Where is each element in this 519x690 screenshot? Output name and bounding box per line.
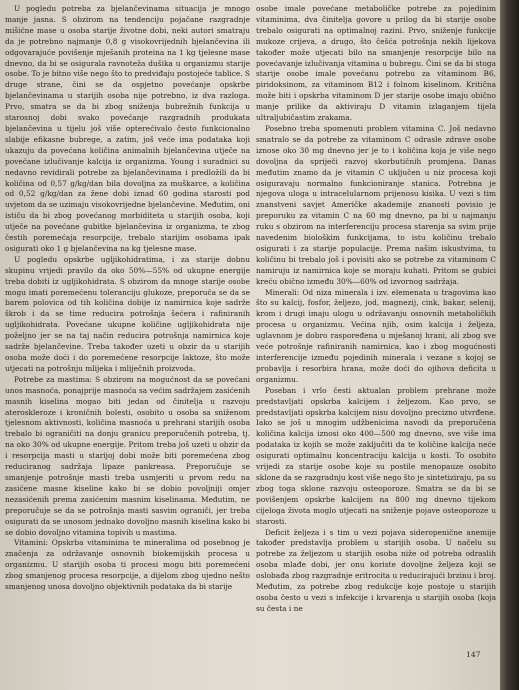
paragraph-vitamins-continued: osobe imale povećane metaboličke potrebe za pojedinim vitaminima, dva činitelja govore u prilog da bi starije osobe trebalo osigurati na optimalnoj razini. Prvo, sniženje funkcije mukoze crijeva, a drugo, što češća potrošnja nekih lijekova također može utjecati bilo na smanjenje resorpcije bilo na povećavanje izlučivanja vitamina u bubregu. Čini se da bi stoga starije osobe imale povećanu potrebu za vitaminom B6, piridoksinom, za vitaminom B12 i folnom kiselinom. Kritična može biti i opskrba vitaminom D jer starije osobe imaju obično manje prilike da aktiviraju D vitamin izlaganjem tijela ultraljubičastim zrakama. (256, 4, 496, 123)
paragraph-fats: Potrebe za mastima: S obzirom na mogućnost da se povećani unos masnoća, ponajprije masnoća sa većim sadržajem zasićenih masnih kiselina mogao biti jedan od činitelja u razvoju ateroskleroze i kroničnih bolesti, osobito u osoba sa sniženom tjelesnom aktivnosti, količina masnoća u prehrani starijih osoba trebalo bi ograničiti na donju granicu preporučenih potreba, tj. na oko 30% od ukupne energije. Pritom treba još uzeti u obzir da i resorpcija masti u starijoj dobi može biti poremećena zbog reduciranog sadržaja lipaze pankreasa. Preporučuje se smanjenje potrošnje masti treba usmjeriti u prvom redu na zasićene masne kiseline kako bi se dobio povoljniji omjer nezasićenih prema zasićenim masnim kiselinama. Međutim, ne preporučuje se da se potrošnja masti sasvim ograniči, jer treba osigurati da se unosom jednako dovoljno masnih kiselina kako bi se dobio dovoljno vitamina topivih u mastima. (5, 374, 250, 537)
paragraph-vitamin-c: Posebno treba spomenuti problem vitamina C. Još nedavno smatralo se da potrebe za vitaminom C odrasle zdrave osobe iznose oko 30 mg dnevno jer je to i količina koja je više nego dovoljna da spriječi razvoj skorbutičnih promjena. Danas međutim znamo da je vitamin C uključen u niz procesa koji osiguravaju normalno funkcioniranje stanica. Potrebna je njegova uloga u intracelularnom prijenosu kisika. U vezi s tim znanstveni savjet Američke akademije znanosti povisio je preporuku za vitamin C na 60 mg dnevno, pa bi u najmanju ruku s obzirom na interferenciju procesa starenja sa svim prije navedenim biološkim funkcijama, to istu količinu trebalo osigurati i za starije populacije. Prema našim iskustvima, tu količinu bi trebalo još i povisiti ako se potrebe za vitaminom C namiruju iz namirnica koje se moraju kuhati. Pritom se gubici kreću obično između 30%—60% od izvornog sadržaja. (256, 123, 496, 286)
paragraph-minerals: Minerali: Od niza minerala i izv. elemenata u tragovima kao što su kalcij, fosfor, željezo, jod, magnezij, cink, bakar, selenij, krom i drugi imaju ulogu u održavanju osnovnih metaboličkih procesa u organizmu. Većina njih, osim kalcija i željeza, uglavnom je dobro raspoređena u mješanoj hrani, ali zbog sve veće potrošnje rafiniranih namirnica, kao i zbog mogućnosti interferencije između pojedinih minerala i vezane s kojoj se probavlja i resorbira hrana, može doći do ojihova deficita u organizmu. (256, 287, 496, 384)
paragraph-proteins: U pogledu potreba za bjelančevinama situacija je mnogo manje jasna. S obzirom na tendenciju pojačane razgradnje mišićne mase u osoba starije životne dobi, neki autori smatraju da je potrebno najmanje 0,8 g visokovrijednih bjelančevina ili odgovarajuće povišenje mješanih proteina na 1 kg tjelesne mase dnevno, da bi se osigurala ravnoteža dušika u organizmu starije osobe. To je bitno više nego što to predviđaju postojeće tablice. S druge strane, čini se da ospjetno povećanje opskrbe bjelančevinama u starijih osoba nije potrebno, iz dva razloga. Prvo, smatra se da bi zbog sniženja bubrežnih funkcija u starosnoj dobi svako povećanje razgradnih produkata bjelančevina u tijelu još više opterećivalo često funkcionalno slabije efikasne bubrege, a zatim, još veće ima podataka koji ukazuju da povećana količina animalnih bjelančevina utječe na povećane izlučivanje kalcija iz organizma. Young i suradnici su nedavno revidirali potrebe za bjelančevinama i predložili da bi količina od 0,57 g/kg/dan bila dovoljna za muškarce, a količina od 0,52 g/kg/dan za žene dobi iznad 60 godina starosti pod uvjetom da se uzimaju visokovrijedne bjelančevine. Međutim, oni ističu da bi zbog povećanog morbiditeta u starijih osoba, koji utječe na povećane gubitke bjelančevina iz organizma, te zbog čestih poremećaja resorpcije, trebalo starijim osobama ipak osigurati oko 1 g bjelančevina na kg tjelesne mase. (5, 4, 250, 253)
paragraph-calcium-iron: Poseban i vrlo česti aktualan problem prehrane može predstavljati opskrba kalcijem i željezom. Kao prvo, se predstavljati opskrba kalcijem nisu dovoljno precizno utvrđene. Iako se još u mnogim udžbenicima navodi da preporučena količina kalcija iznosi oko 400—500 mg dnevno, sve više ima podataka iz kojih se može zaključiti da te količine kalcija neće osigurati optimalnu koncentraciju kalcija u kosti. To osobito vrijedi za starije osobe koje su postile menopauze osobito sklone da se razgradnju kost više nego što je sintetiziraju, pa su zbog toga sklone razvoju osteoporoze. Smatra se da bi se povišenjem opskrbe kalcijem na 800 mg dnevno tijekom cijeloga života moglo utjecati na sniženje pojave osteoporoze u starosti. (256, 385, 496, 526)
paragraph-iron-deficit: Deficit željeza i s tim u vezi pojava sideropenične anemije također predstavlja problem u starijih osoba. U načelu su potrebe za željezom u starijih osoba niže od potreba odraslih osoba mlađe dobi, jer onu koriste dovoljne željeza koji se oslobađa zbog razgradnje eritrocita u reducirajući brzinu i broj. Međutim, za potrebe zbog redukcije koje postoje u starijih osoba često u vezi s infekcije i krvarenja u starijih osoba (koja su česta i ne (256, 527, 496, 613)
text-column-left (5, 4, 250, 664)
page-number: 147 (466, 650, 481, 659)
paragraph-carbohydrates: U pogledu opskrbe ugljikohidratima, i za starije dobnu skupinu vrijedi pravilo da oko 50%—55% od ukupne energije treba dobiti iz ugljikohidrata. S obzirom da mnoge starije osobe mogu imati poremećenu toleranciju glukoze, preporuča se da se barem polovica od tih količina dobije iz namirnica koje sadrže škrob i da se time reducira potrošnja šećera i rafiniranih ugljikohidrata. Povećane ukupne količine ugljikohidrata nije poželjno jer se na taj način reducira potrošnja namirnica koje sadrže bjelančevine. Treba također uzeti u obzir da u starijih osoba može doći i do poremećene resorpcije laktoze, što može utjecati na potrošnju mlijeka i mliječnih proizvoda. (5, 254, 250, 373)
book-edge-shadow (500, 0, 519, 690)
paragraph-vitamins: Vitamini: Opskrba vitaminima te mineralima od posebnog je značenja za održavanje osnovnih biokemijskih procesa u organizmu. U starijih osoba ti procesi mogu biti poremećeni zbog smanjenog procesa resorpcije, a dijelom zbog ujedno nešto smanjenog unosa dovoljno objektivnih podataka da bi starije (5, 538, 250, 592)
text-column-right (256, 4, 496, 664)
